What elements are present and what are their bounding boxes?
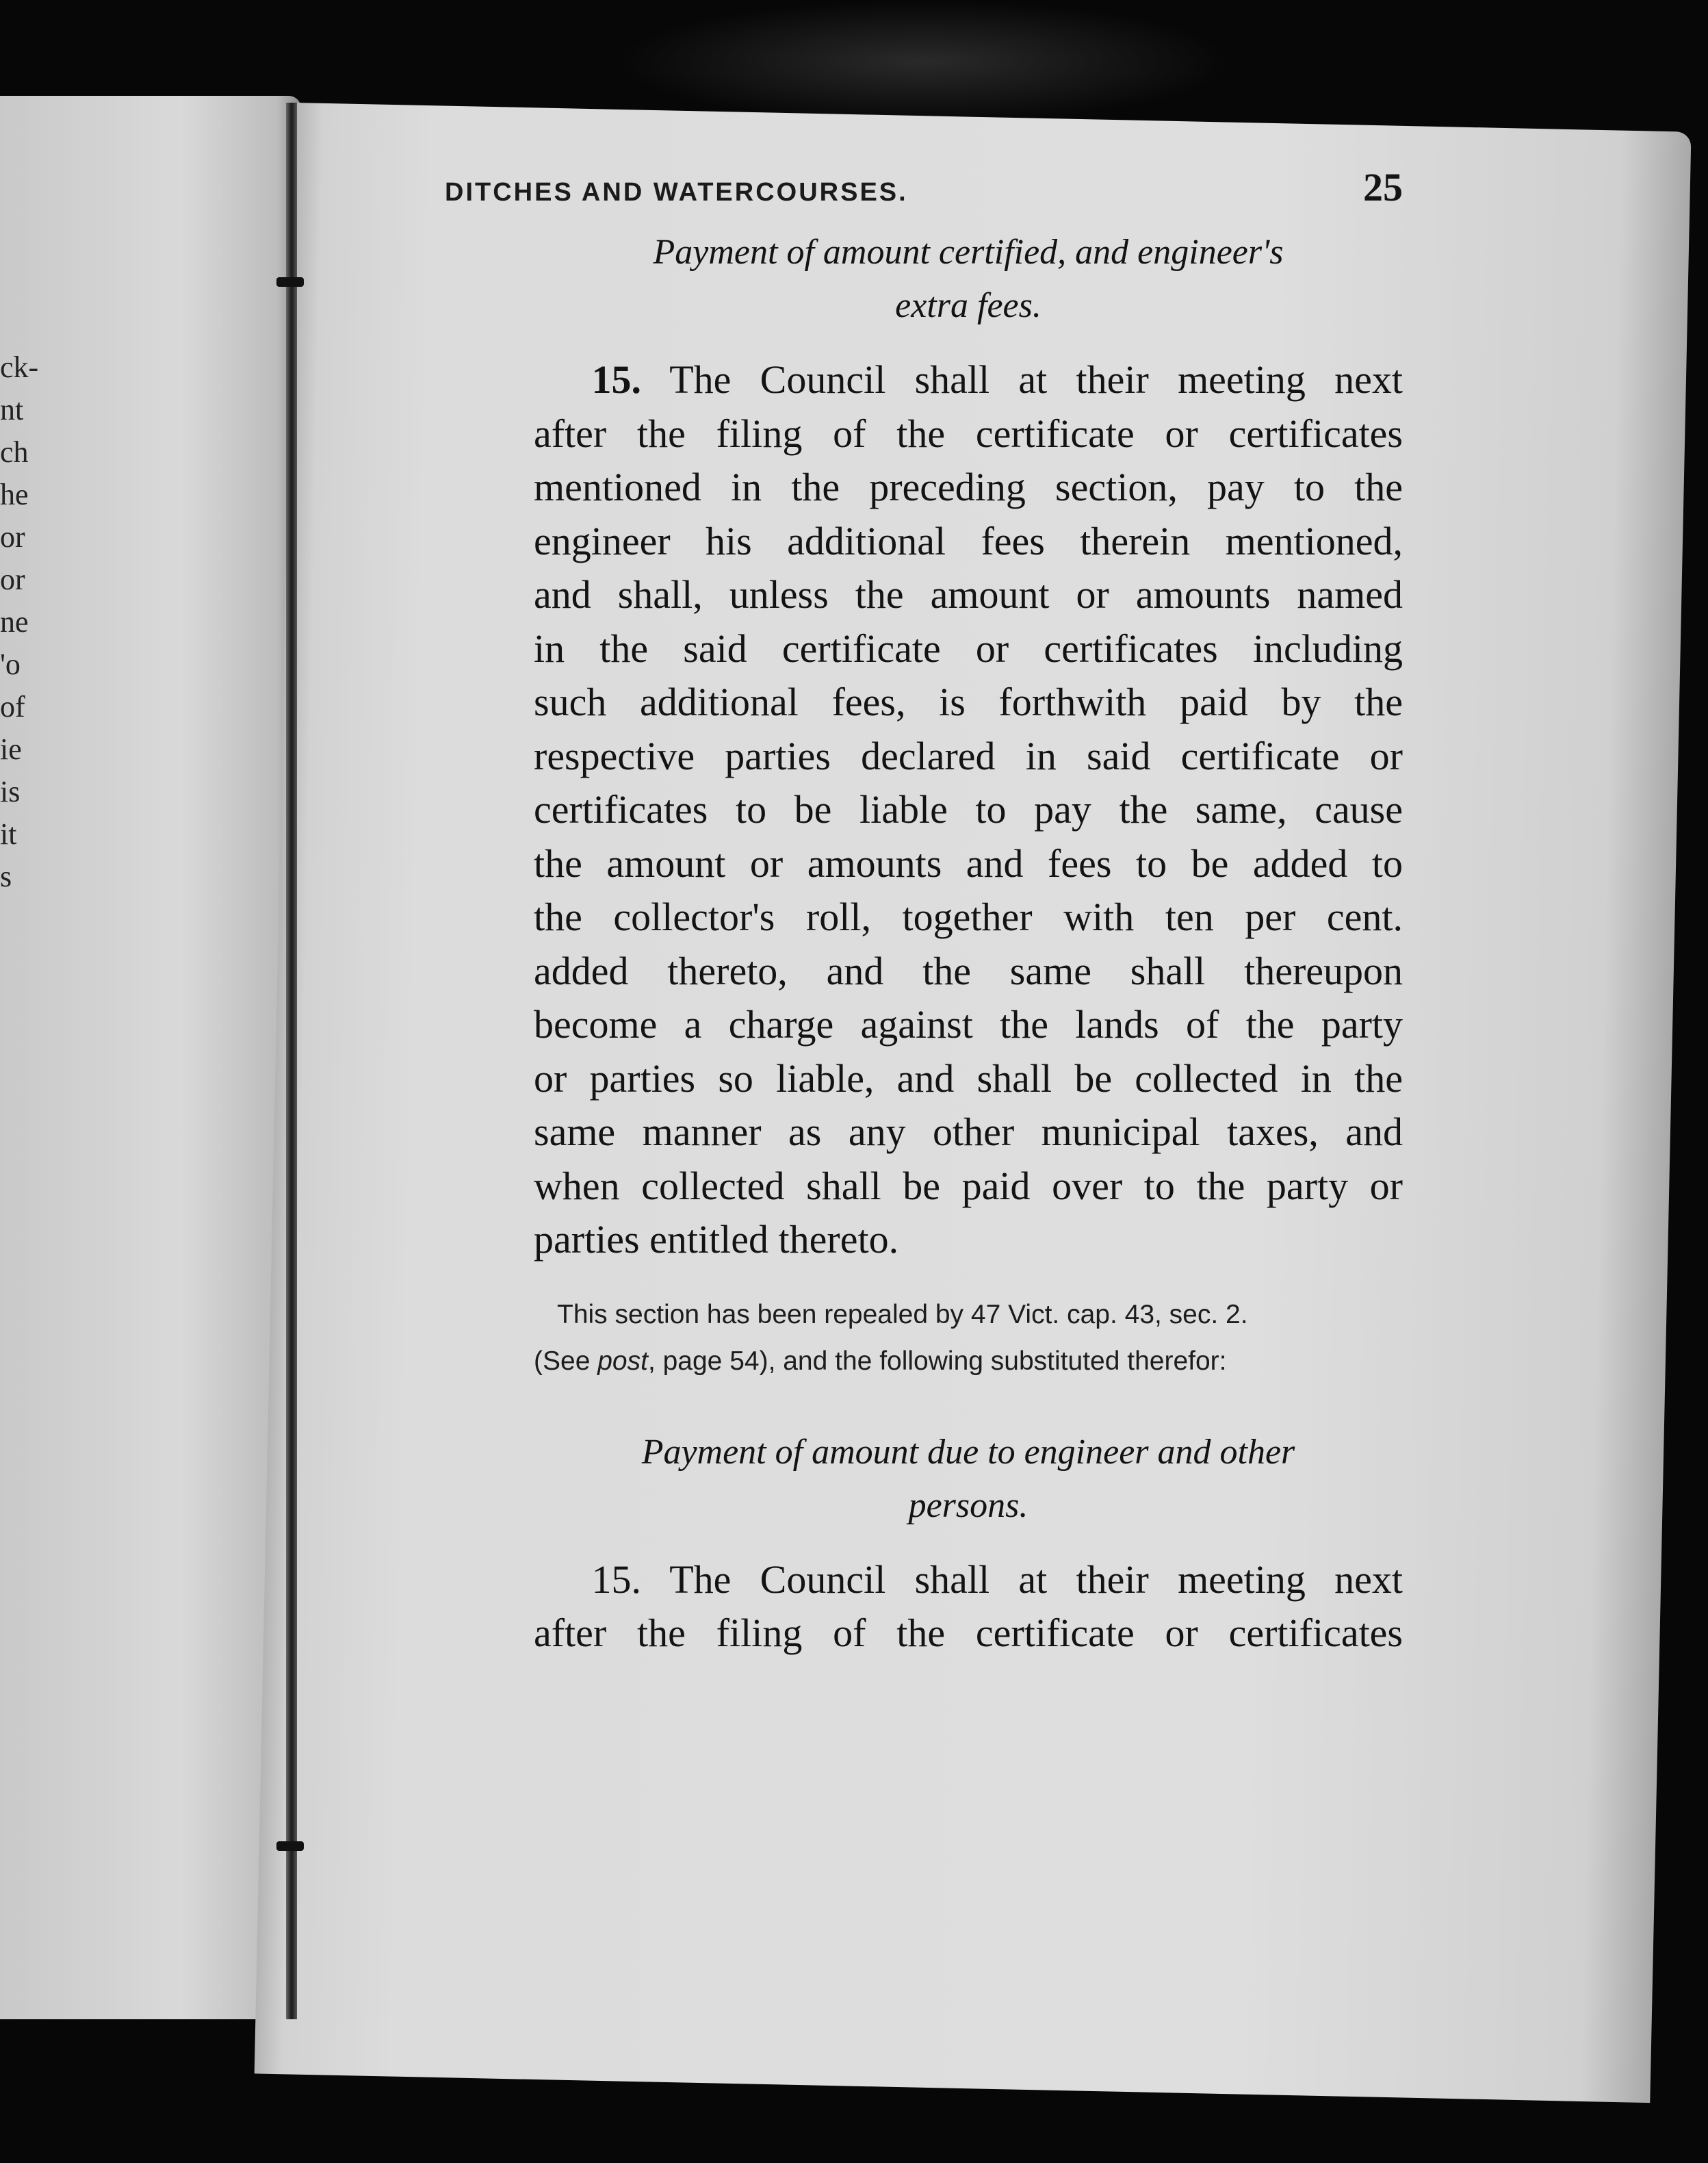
paragraph-line: same manner as any other municipal taxes, and	[534, 1110, 1403, 1154]
page-number: 25	[1363, 165, 1403, 209]
paragraph-line: mentioned in the preceding section, pay to the	[534, 465, 1403, 509]
left-page-fragment: of	[0, 690, 25, 724]
paragraph-line: the collector's roll, together with ten per cent.	[534, 895, 1403, 939]
page-body	[534, 226, 1403, 1661]
paragraph-line: in the said certificate or certificates including	[534, 626, 1403, 671]
paragraph-first-line-text: The Council shall at their meeting next	[669, 357, 1403, 402]
paragraph-line: certificates to be liable to pay the same, cause	[534, 787, 1403, 832]
left-page-fragment: it	[0, 817, 17, 851]
paragraph-line: after the filing of the certificate or certificates	[534, 411, 1403, 456]
left-page-fragment: ne	[0, 605, 29, 639]
paragraph-line: and shall, unless the amount or amounts named	[534, 572, 1403, 617]
section-number: 15.	[591, 357, 642, 402]
note-line: This section has been repealed by 47 Vict. cap. 43, sec. 2.	[557, 1299, 1248, 1329]
left-page	[0, 96, 301, 2019]
section-heading-line: Payment of amount certified, and engineer's	[653, 233, 1284, 272]
section-heading-line: extra fees.	[895, 286, 1041, 325]
book-spine	[286, 103, 297, 2019]
paragraph-line: parties entitled thereto.	[534, 1217, 899, 1262]
paragraph-line: such additional fees, is forthwith paid by the	[534, 680, 1403, 724]
paragraph-line	[534, 353, 1403, 407]
paragraph-line: the amount or amounts and fees to be added to	[534, 841, 1403, 886]
left-page-fragment: ie	[0, 732, 22, 766]
left-page-fragment: ck-	[0, 350, 39, 384]
left-page-fragment: is	[0, 775, 21, 808]
left-page-fragment: 'o	[0, 648, 21, 681]
repeal-note	[534, 1292, 1403, 1385]
left-page-fragment: he	[0, 478, 29, 511]
section-heading-line: Payment of amount due to engineer and other	[641, 1432, 1295, 1472]
paragraph-line: become a charge against the lands of the party	[534, 1002, 1403, 1047]
left-page-fragment: s	[0, 860, 12, 893]
background-glow	[616, 0, 1232, 123]
binding-stitch	[276, 1841, 304, 1851]
paragraph-line: after the filing of the certificate or certificates	[534, 1611, 1403, 1655]
note-italic-text: post	[597, 1346, 648, 1376]
section-number: 15.	[591, 1557, 642, 1602]
binding-stitch	[276, 277, 304, 287]
note-text: (See	[534, 1346, 598, 1376]
paragraph-line: or parties so liable, and shall be collected in the	[534, 1055, 1403, 1101]
paragraph-line: engineer his additional fees therein mentioned,	[534, 518, 1403, 563]
section-heading	[534, 1426, 1403, 1533]
left-page-fragment: or	[0, 563, 25, 596]
note-text: , page 54), and the following substituted therefor:	[647, 1346, 1227, 1376]
section-paragraph	[534, 1553, 1403, 1661]
paragraph-line: respective parties declared in said certificate or	[534, 733, 1403, 778]
running-head-title: DITCHES AND WATERCOURSES.	[445, 178, 908, 207]
section-heading	[534, 226, 1403, 333]
section-paragraph	[534, 353, 1403, 1267]
paragraph-line: added thereto, and the same shall thereupon	[534, 948, 1403, 993]
section-heading-line: persons.	[908, 1485, 1028, 1525]
left-page-fragment: nt	[0, 393, 24, 426]
running-head	[445, 164, 1403, 210]
left-page-fragment: or	[0, 520, 25, 554]
left-page-fragment: ch	[0, 435, 29, 469]
paragraph-line	[534, 1553, 1403, 1607]
paragraph-first-line-text: The Council shall at their meeting next	[669, 1557, 1403, 1602]
paragraph-line: when collected shall be paid over to the party or	[534, 1163, 1403, 1208]
note-line	[534, 1338, 1403, 1385]
